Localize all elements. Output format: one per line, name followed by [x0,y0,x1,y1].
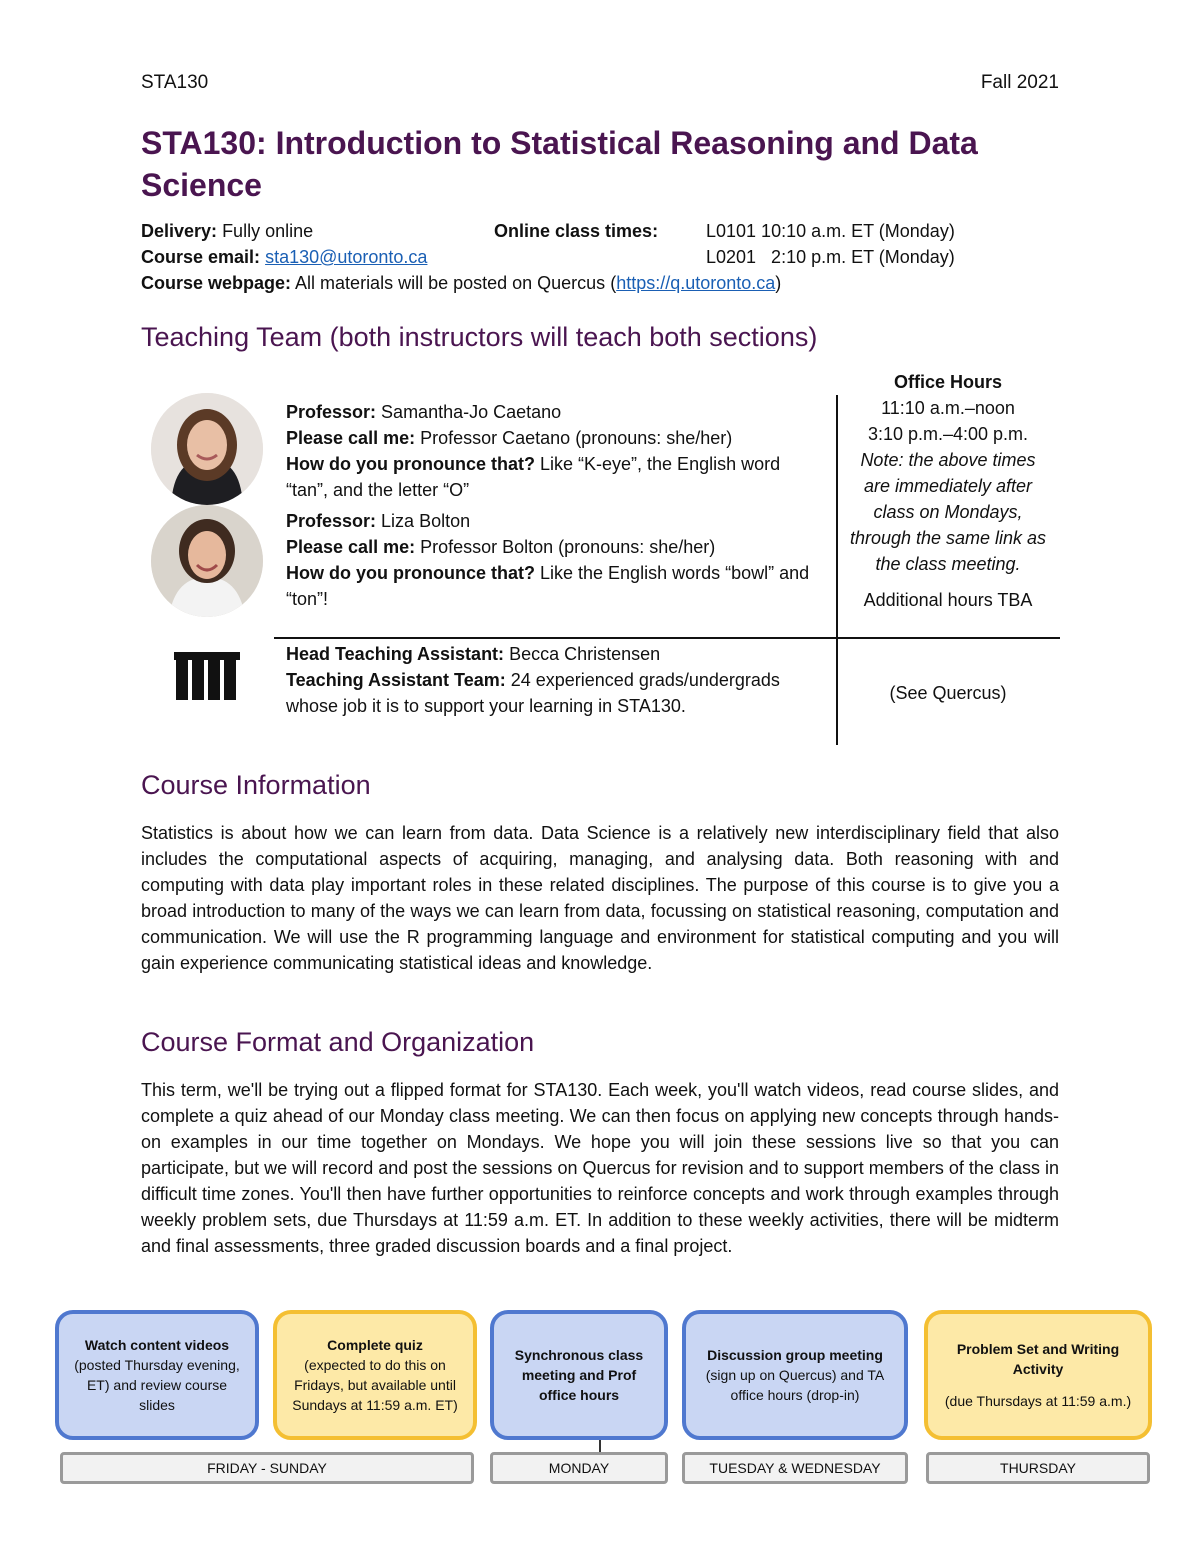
webpage-line [141,270,781,296]
prof-2-block: Professor: Liza Bolton Please call me: Professor Bolton (pronouns: she/her) How do you pronounce that? Like the English words “bowl” and “ton”! [286,511,810,609]
office-hours-heading: Office Hours [893,372,1003,392]
portrait-icon [151,505,263,617]
office-hours-column [846,369,1050,613]
schedule-card-videos: Watch content videos (posted Thursday evening, ET) and review course slides [55,1310,259,1440]
ta-block: Head Teaching Assistant: Becca Christensen Teaching Assistant Team: 24 experienced grads/undergrads whose job it is to support your learning in STA130. [286,644,780,716]
people-icon [172,652,242,705]
ta-office-hours: (See Quercus) [889,683,1007,703]
course-info-heading: Course Information [141,770,371,800]
course-format-text: This term, we'll be trying out a flipped format for STA130. Each week, you'll watch videos, read course slides, and complete a quiz ahead of our Monday class meeting. We can then focus on applying new concepts through hands-on examples in our time together on Mondays. We hope you will join these sessions live so that you can participate, but we will record and post the sessions on Quercus for revision and to support members of the class in difficult time zones. You'll then have further opportunities to reinforce concepts and work through examples through weekly problem sets, due Thursdays at 11:59 a.m. ET. In addition to these weekly activities, there will be midterm and final assessments, three graded discussion boards and a final project. [141,1080,1059,1256]
avatar-bolton [151,505,263,617]
head-ta-name: Becca Christensen [509,644,661,664]
schedule-card-quiz: Complete quiz (expected to do this on Fridays, but available until Sundays at 11:59 a.m. ET) [273,1310,477,1440]
portrait-icon [151,393,263,505]
office-hours-time-1: 11:10 a.m.–noon [881,398,1015,418]
additional-hours: Additional hours TBA [863,590,1033,610]
webpage-close: ) [775,273,782,293]
email-line [141,244,427,270]
header-course-code: STA130 [141,72,209,93]
day-label-monday: MONDAY [490,1452,668,1484]
avatar-caetano [151,393,263,505]
delivery-label: Delivery: [141,221,218,241]
delivery-value: Fully online [222,221,314,241]
webpage-label: Course webpage: [141,273,292,293]
section-1-time: L0101 10:10 a.m. ET (Monday) [706,221,955,241]
prof-1-block: Professor: Samantha-Jo Caetano Please call me: Professor Caetano (pronouns: she/her) How do you pronounce that? Like “K-eye”, the English word “tan”, and the letter “O” [286,402,781,500]
day-label-tuesday-wednesday: TUESDAY & WEDNESDAY [682,1452,908,1484]
divider-horizontal [274,637,1060,639]
webpage-link[interactable]: https://q.utoronto.ca [616,273,776,293]
email-link[interactable]: sta130@utoronto.ca [265,247,428,267]
email-label: Course email: [141,247,261,267]
header-term: Fall 2021 [980,72,1059,93]
course-format-heading: Course Format and Organization [141,1027,535,1057]
course-info-text: Statistics is about how we can learn from data. Data Science is a relatively new interdisciplinary field that also includes the computational aspects of acquiring, managing, and analysing data. Both reasoning with and computing with data play important roles in these related disciplines. The purpose of this course is to give you a broad introduction to many of the ways we can learn from data, focussing on statistical reasoning, computation and communication. We will use the R programming language and environment for statistical computing and you will gain experience communicating statistical ideas and knowledge. [141,823,1059,973]
office-hours-note: Note: the above times are immediately after class on Mondays, through the same link as the class meeting. [849,450,1047,574]
teaching-team-heading: Teaching Team (both instructors will teach both sections) [141,322,818,352]
prof-2-name: Liza Bolton [381,511,471,531]
prof-1-name: Samantha-Jo Caetano [381,402,562,422]
schedule-card-discussion: Discussion group meeting (sign up on Quercus) and TA office hours (drop-in) [682,1310,908,1440]
schedule-card-problem-set: Problem Set and Writing Activity (due Thursdays at 11:59 a.m.) [924,1310,1152,1440]
office-hours-time-2: 3:10 p.m.–4:00 p.m. [867,424,1029,444]
class-times-label: Online class times: [494,221,659,241]
webpage-text: All materials will be posted on Quercus ( [295,273,617,293]
section-2-time: L0201 2:10 p.m. ET (Monday) [706,247,955,267]
day-label-friday-sunday: FRIDAY - SUNDAY [60,1452,474,1484]
schedule-card-class-meeting: Synchronous class meeting and Prof office hours [490,1310,668,1440]
connector-line [599,1440,601,1452]
day-label-thursday: THURSDAY [926,1452,1150,1484]
divider-vertical [836,395,838,745]
page-title: STA130: Introduction to Statistical Reasoning and Data Science [141,125,978,203]
delivery-line [141,218,313,244]
